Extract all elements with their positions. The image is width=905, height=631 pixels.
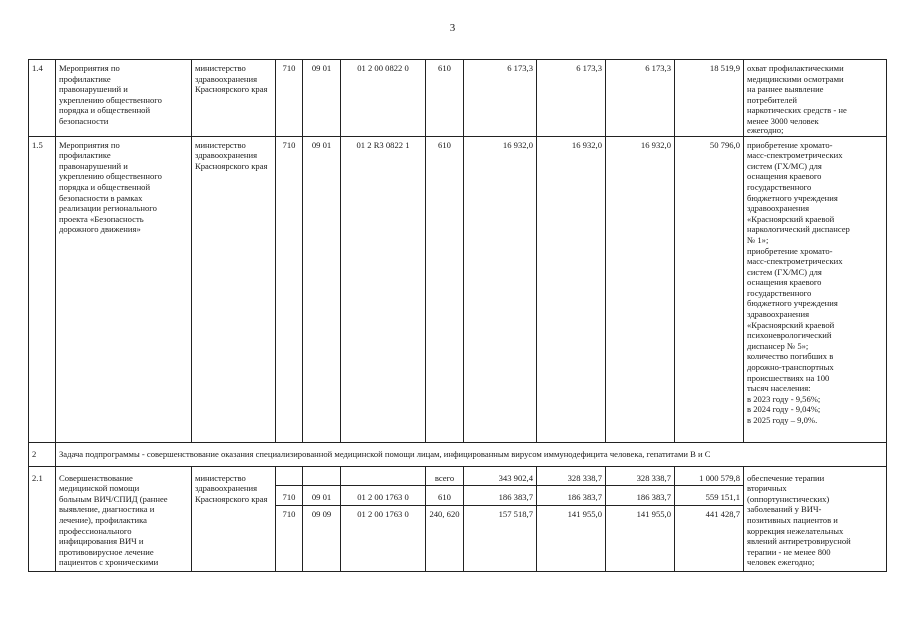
section-code: 09 01 xyxy=(303,60,341,137)
ministry-cell: министерство здравоохранения Красноярского края xyxy=(192,466,276,572)
grbs-code: 710 xyxy=(276,506,303,572)
row-number: 2.1 xyxy=(29,466,56,572)
expense-type-code: 610 xyxy=(426,60,464,137)
measure-name: Совершенствование медицинской помощи больным ВИЧ/СПИД (раннее выявление, диагностика и лечение), профилактика профессионального инфицирования ВИЧ и противовирусное лечение пациентов с хроническими xyxy=(56,466,192,572)
amount-2023: 186 383,7 xyxy=(464,486,537,506)
amount-2025: 186 383,7 xyxy=(606,486,675,506)
amount-total: 18 519,9 xyxy=(675,60,744,137)
expected-result: приобретение хромато- масс-спектрометрических систем (ГХ/МС) для оснащения краевого государственного бюджетного учреждения здравоохранения «Красноярский краевой наркологический диспансер № 1»; приобретение хромато- масс-спектрометрических систем (ГХ/МС) для оснащения краевого государственного бюджетного учреждения здравоохранения «Красноярский краевой психоневрологический диспансер № 5»; количество погибших в дорожно-транспортных происшествиях на 100 тысяч населения: в 2023 году - 9,56%; в 2024 году - 9,04%; в 2025 году – 9,0%. xyxy=(744,136,887,442)
measure-name: Мероприятия по профилактике правонарушений и укреплению общественного порядка и общественной безопасности в рамках реализации регионального проекта «Безопасность дорожного движения» xyxy=(56,136,192,442)
amount-total: 441 428,7 xyxy=(675,506,744,572)
amount-2024: 16 932,0 xyxy=(537,136,606,442)
section-code xyxy=(303,466,341,486)
target-article-code: 01 2 00 1763 0 xyxy=(341,506,426,572)
amount-2023: 157 518,7 xyxy=(464,506,537,572)
row-number: 2 xyxy=(29,442,56,466)
grbs-code: 710 xyxy=(276,486,303,506)
expected-result: обеспечение терапии вторичных (оппортунистических) заболеваний у ВИЧ- позитивных пациентов и коррекция нежелательных явлений антиретровирусной терапии - не менее 800 человек ежегодно; xyxy=(744,466,887,572)
amount-2024: 328 338,7 xyxy=(537,466,606,486)
row-number: 1.5 xyxy=(29,136,56,442)
amount-2025: 141 955,0 xyxy=(606,506,675,572)
amount-2023: 16 932,0 xyxy=(464,136,537,442)
section-code: 09 01 xyxy=(303,136,341,442)
amount-total: 50 796,0 xyxy=(675,136,744,442)
target-article-code: 01 2 00 0822 0 xyxy=(341,60,426,137)
target-article-code: 01 2 R3 0822 1 xyxy=(341,136,426,442)
amount-2025: 16 932,0 xyxy=(606,136,675,442)
target-article-code: 01 2 00 1763 0 xyxy=(341,486,426,506)
amount-2023: 6 173,3 xyxy=(464,60,537,137)
amount-2023: 343 902,4 xyxy=(464,466,537,486)
ministry-cell: министерство здравоохранения Красноярского края xyxy=(192,60,276,137)
grbs-code: 710 xyxy=(276,136,303,442)
expense-type-code: всего xyxy=(426,466,464,486)
expense-type-code: 610 xyxy=(426,486,464,506)
section-code: 09 01 xyxy=(303,486,341,506)
amount-2024: 6 173,3 xyxy=(537,60,606,137)
amount-2025: 328 338,7 xyxy=(606,466,675,486)
expected-result: охват профилактическими медицинскими осмотрами на раннее выявление потребителей наркотических средств - не менее 3000 человек ежегодно; xyxy=(744,60,887,137)
amount-total: 1 000 579,8 xyxy=(675,466,744,486)
row-number: 1.4 xyxy=(29,60,56,137)
target-article-code xyxy=(341,466,426,486)
grbs-code: 710 xyxy=(276,60,303,137)
section-code: 09 09 xyxy=(303,506,341,572)
page-number: 3 xyxy=(449,22,456,34)
expense-type-code: 610 xyxy=(426,136,464,442)
task-heading: Задача подпрограммы - совершенствование оказания специализированной медицинской помощи лицам, инфицированным вирусом иммунодефицита человека, гепатитами В и С xyxy=(56,442,887,466)
table-row-1-4 xyxy=(29,60,887,137)
table-row-task-2 xyxy=(29,442,887,466)
measure-name: Мероприятия по профилактике правонарушений и укреплению общественного порядка и общественной безопасности xyxy=(56,60,192,137)
amount-2024: 141 955,0 xyxy=(537,506,606,572)
amount-total: 559 151,1 xyxy=(675,486,744,506)
budget-table xyxy=(28,59,887,572)
table-row-1-5 xyxy=(29,136,887,442)
amount-2024: 186 383,7 xyxy=(537,486,606,506)
table-row-2-1 xyxy=(29,466,887,486)
amount-2025: 6 173,3 xyxy=(606,60,675,137)
ministry-cell: министерство здравоохранения Красноярского края xyxy=(192,136,276,442)
grbs-code xyxy=(276,466,303,486)
expense-type-code: 240, 620 xyxy=(426,506,464,572)
